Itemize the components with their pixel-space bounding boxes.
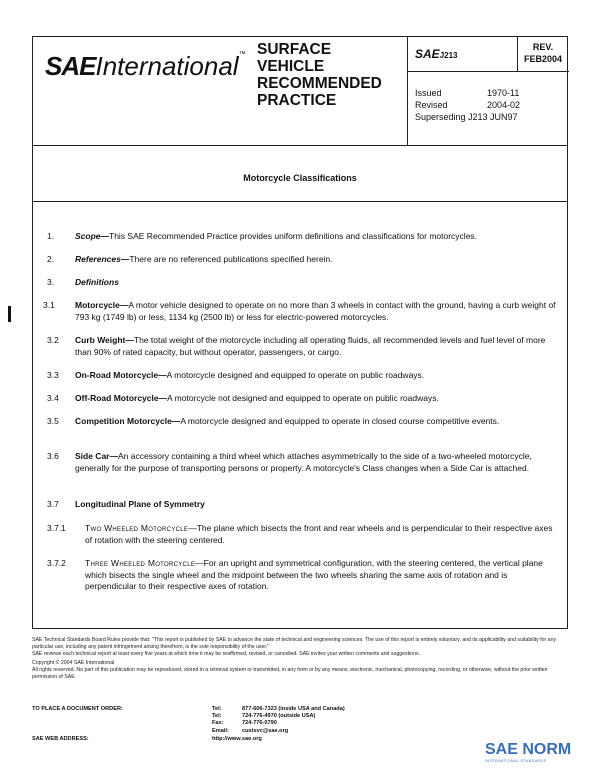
section-number: 3.7.2 (47, 558, 66, 568)
definition-text: —The plane which bisects the front and rear wheels and is perpendicular to their respective axes of rotation with the steering centered. (85, 523, 553, 545)
rev-value: FEB2004 (523, 54, 563, 64)
section-number: 3.5 (47, 416, 59, 426)
section-number: 2. (47, 254, 55, 264)
definition-term: Motorcycle— (75, 300, 129, 310)
footer-copyright: Copyright © 2004 SAE International (32, 660, 115, 666)
logo-word: International (95, 51, 239, 81)
header-divider (407, 71, 569, 72)
title-divider (33, 201, 567, 202)
document-frame (32, 36, 568, 629)
web-label: SAE WEB ADDRESS: (32, 736, 89, 742)
definition-text: A motorcycle designed and equipped to operate in closed course competitive events. (180, 416, 500, 426)
definition-term: Longitudinal Plane of Symmetry (75, 499, 205, 509)
tel-label: Tel: (212, 713, 222, 720)
fax-value: 724-776-0790 (242, 720, 277, 727)
definition-term: Curb Weight— (75, 335, 134, 345)
sae-international-logo (45, 51, 246, 82)
revision-box (517, 41, 569, 65)
section-heading: References— (75, 254, 130, 264)
revised-label: Revised (415, 100, 448, 110)
definition-term: On-Road Motorcycle— (75, 370, 167, 380)
document-header (33, 37, 567, 146)
section-number: 3.7 (47, 499, 59, 509)
email-label: Email: (212, 727, 229, 734)
doc-type-line: PRACTICE (257, 92, 337, 109)
definition-term: Off-Road Motorcycle— (75, 393, 168, 403)
definition-text: —For an upright and symmetrical configuration, with the steering centered, the vertical plane which bisects the single wheel and the midpoint between the two wheels sharing the same axis of rotation and is perpendicular to their respective axes of rotation. (85, 558, 543, 591)
definition-term: Competition Motorcycle— (75, 416, 181, 426)
section-number: 3.1 (43, 300, 55, 310)
tel-value: 877-606-7323 (inside USA and Canada) (242, 706, 345, 712)
header-divider (407, 37, 408, 145)
email-link[interactable]: custsvc@sae.org (242, 727, 289, 734)
revision-change-bar (8, 306, 11, 322)
issued-label: Issued (415, 88, 442, 98)
superseding-note: Superseding J213 JUN97 (415, 112, 518, 122)
section-number: 3.6 (47, 451, 59, 461)
section-text: This SAE Recommended Practice provides uniform definitions and classifications for motorcycles. (109, 231, 478, 241)
section-heading: Definitions (75, 277, 119, 287)
footer-review: SAE reviews each technical report at least every five years at which time it may be reaffirmed, revised, or cancelled. SAE invites your written comments and suggestions. (32, 651, 420, 657)
doc-type-line: RECOMMENDED (257, 75, 382, 92)
definition-text: An accessory containing a third wheel which attaches asymmetrically to the side of a two-wheeled motorcycle, generally for the purpose of transporting persons or property. A motorcycle's Class changes when a Side Car is attached. (75, 451, 532, 473)
section-number: 3.4 (47, 393, 59, 403)
section-number: 3.2 (47, 335, 59, 345)
doc-type-line: SURFACE (257, 41, 332, 58)
standard-code (415, 47, 457, 61)
tel-label: Tel: (212, 706, 222, 712)
watermark-word: SAE NORM (485, 741, 572, 758)
definition-term: Three Wheeled Motorcycle (85, 558, 196, 568)
watermark-subtitle: INTERNATIONAL STANDARDS (485, 759, 547, 763)
footer-rights: All rights reserved. No part of this publication may be reproduced, stored in a retrieval system or transmitted, in any form or by any means, electronic, mechanical, photocopying, recording, or otherwise, without the prior written permission of SAE. (32, 667, 548, 680)
rev-label: REV. (532, 42, 554, 52)
logo-trademark: ™ (238, 51, 246, 58)
definition-term: Two Wheeled Motorcycle (85, 523, 189, 533)
section-number: 3.3 (47, 370, 59, 380)
definition-text: The total weight of the motorcycle including all operating fluids, all recommended levels and fuel level of more than 90% of rated capacity, but without operator, passengers, or cargo. (75, 335, 546, 357)
document-title: Motorcycle Classifications (243, 173, 357, 183)
tel-value: 724-776-4970 (outside USA) (242, 713, 316, 720)
logo-mark: SAE (45, 51, 96, 81)
definition-text: A motor vehicle designed to operate on no more than 3 wheels in contact with the ground, having a curb weight of 793 kg (1749 lb) or less, 1134 kg (2500 lb) or less for electric-powered motorcycles. (75, 300, 556, 322)
revised-value: 2004-02 (487, 100, 521, 110)
section-number: 1. (47, 231, 55, 241)
order-label: TO PLACE A DOCUMENT ORDER: (32, 706, 123, 712)
section-number: 3. (47, 277, 55, 287)
fax-label: Fax: (212, 720, 224, 727)
definition-text: A motorcycle designed and equipped to operate on public roadways. (166, 370, 425, 380)
sae-norm-watermark (485, 741, 572, 763)
issued-value: 1970-11 (487, 88, 520, 98)
issue-info (415, 87, 520, 123)
section-text: There are no referenced publications specified herein. (129, 254, 333, 264)
section-number: 3.7.1 (47, 523, 66, 533)
web-link[interactable]: http://www.sae.org (212, 736, 262, 742)
legal-footer (32, 637, 572, 681)
section-heading: Scope— (75, 231, 110, 241)
definition-term: Side Car— (75, 451, 118, 461)
code-mark: SAE (415, 47, 440, 61)
definition-text: A motorcycle not designed and equipped to operate on public roadways. (167, 393, 439, 403)
footer-rules: SAE Technical Standards Board Rules provide that: "This report is published by SAE to advance the state of technical and engineering sciences. The use of this report is entirely voluntary, and its applicability and suitability for any particular use, including any patent infringement arising therefrom, is the sole responsibility of the user." (32, 637, 557, 650)
code-number: J213 (439, 51, 458, 60)
doc-type-line: VEHICLE (257, 58, 325, 75)
document-type (257, 41, 407, 109)
